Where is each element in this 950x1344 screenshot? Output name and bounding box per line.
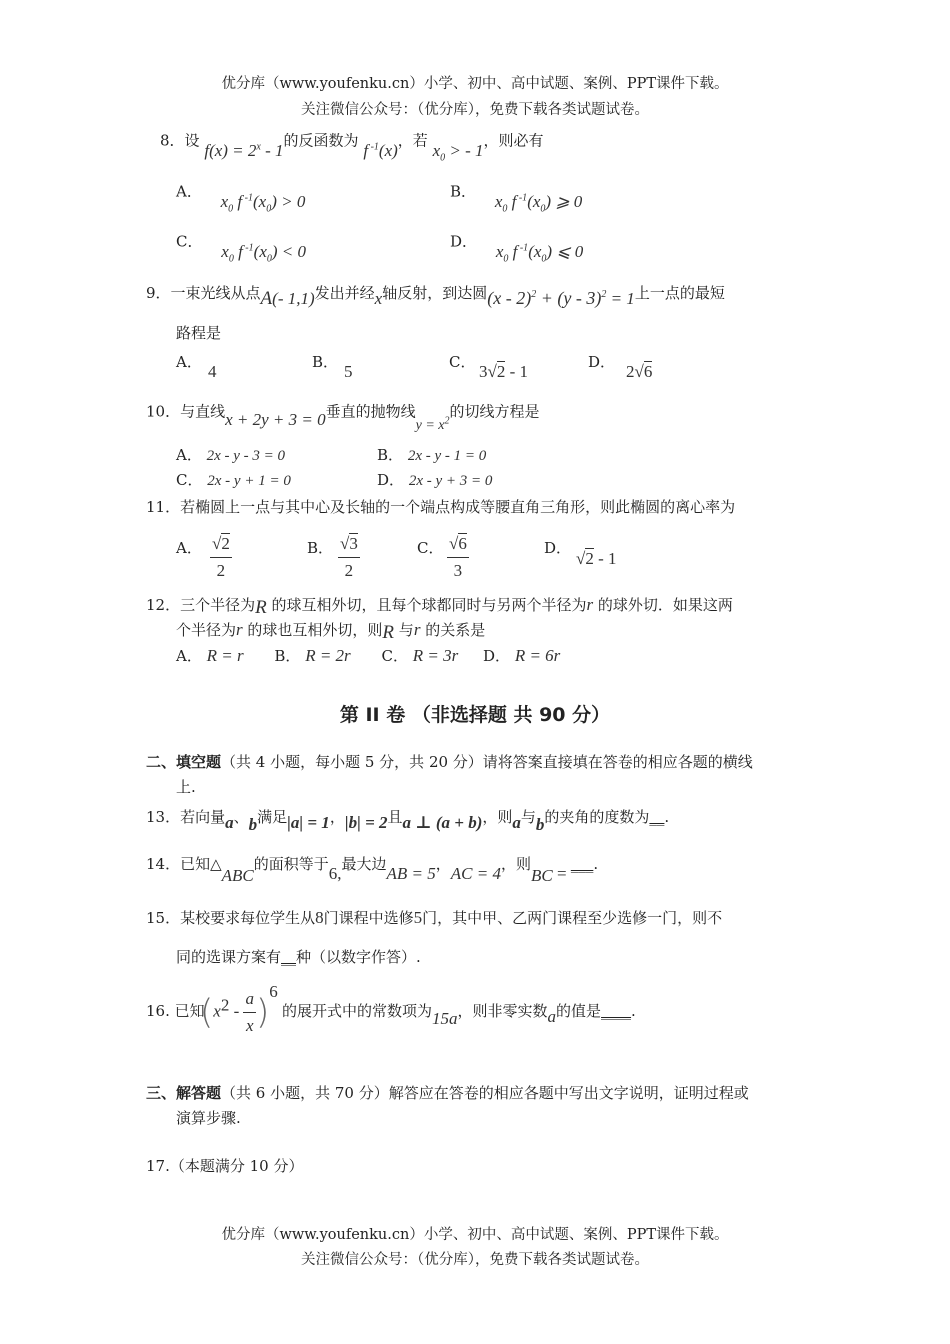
section-3-header: 三、解答题（共 6 小题，共 70 分）解答应在答卷的相应各题中写出文字说明，证明过程或 [146,1084,749,1102]
q12-option-b: B． R = 2r [274,646,351,665]
q10-option-d: D． 2x - y + 3 = 0 [377,471,493,489]
q9-option-c-value: 3√2 - 1 [479,362,529,381]
section-2-line2: 上. [176,778,196,796]
q9-option-d: D． [588,353,616,371]
q16-expression: ($x^2$ - $\frac{a}{x}$ )$^6$ [200,981,278,1035]
part-2-title: 第 II 卷 （非选择题 共 90 分） [339,704,611,726]
q13-blank: __ [649,808,665,826]
q12-option-d: D． R = 6r [483,646,561,665]
q10-parabola: $y = x^2$ [415,415,450,433]
q10-stem: 10．与直线x + 2y + 3 = 0垂直的抛物线$y = x^2$的切线方程是 [146,402,540,433]
q12-line1: 12．三个半径为R 的球互相外切，且每个球都同时与另两个半径为r 的球外切．如果这两 [146,595,733,618]
header-line-2: 关注微信公众号：（优分库），免费下载各类试题试卷。 [301,102,649,118]
q9-circle: (x - 2)$^2$ + (y - 3)$^2$ = 1 [487,288,635,308]
q8-option-b: B． $x_0$ f $^{-1}(x_0)$ ⩾ 0 [450,182,583,215]
q13-abs-a: |a| = 1 [287,813,330,832]
q16-tail: 的展开式中的常数项为15a，则非零实数a的值是____. [282,1002,636,1028]
q8-inverse: f $^{-1}$(x) [363,140,398,160]
q14-stem: 14．已知△ABC的面积等于6,最大边AB = 5，AC = 4，则BC = ___. [146,855,599,885]
q12-option-c: C． R = 3r [381,646,459,665]
q11-option-b: B． [307,539,334,557]
q11-option-d: D． [544,539,572,557]
q13-abs-b: |b| = 2 [344,813,388,832]
q13-perp: a ⊥ (a + b) [402,813,483,832]
q11-option-a: A． [176,539,202,557]
q8-option-d: D． $x_0$ f $^{-1}(x_0)$ ⩽ 0 [450,232,584,265]
footer-line-2: 关注微信公众号：（优分库），免费下载各类试题试卷。 [301,1252,649,1268]
q9-stem: 9．一束光线从点A(- 1,1)发出并经x轴反射，到达圆(x - 2)$^2$ + (y - 3)$^2$ = 1上一点的最短 [146,284,725,309]
q12-line2: 个半径为r 的球也互相外切，则R 与r 的关系是 [176,620,486,643]
header-line-1: 优分库（www.youfenku.cn）小学、初中、高中试题、案例、PPT课件下载。 [221,76,729,92]
q16-blank: ____ [601,1002,632,1020]
q8-option-c: C． $x_0$ f $^{-1}(x_0) < 0$ [176,232,306,265]
q14-blank: ___ [570,855,594,873]
q12-option-a: A． R = r [176,646,244,665]
q9-point: A(- 1,1) [260,288,315,309]
q16-stem: 16. 已知 [146,1002,205,1020]
q10-option-c: C． 2x - y + 1 = 0 [176,471,291,489]
q11-option-d-value: √2 - 1 [576,549,617,568]
q13-stem: 13．若向量a、b满足|a| = 1，|b| = 2且a ⊥ (a + b)，则a与b的夹角的度数为__. [146,808,670,834]
q8-stem: 8．设 $f(x) = 2^x - 1$的反函数为 f $^{-1}$(x)，若 $x_0$ > - 1，则必有 [160,131,544,164]
q9-option-b-value: 5 [344,362,353,381]
q15-line1: 15．某校要求每位学生从8门课程中选修5门，其中甲、乙两门课程至少选修一门，则不 [146,908,723,927]
q9-line2: 路程是 [176,324,222,342]
section-3-line2: 演算步骤. [176,1109,241,1127]
q9-axis: x [374,289,383,308]
q9-option-a: A． [176,353,202,371]
q11-option-b-value: $\frac{√3}{2}$ [338,531,360,584]
q8-number: 8．设 [160,131,200,150]
q9-option-c: C． [449,353,476,371]
q11-option-a-value: $\frac{√2}{2}$ [210,531,232,584]
q8-condition: $x_0$ > - 1 [432,140,484,164]
footer-line-1: 优分库（www.youfenku.cn）小学、初中、高中试题、案例、PPT课件下载。 [221,1227,729,1243]
q11-option-c-value: $\frac{√6}{3}$ [447,531,469,584]
q15-line2: 同的选课方案有__种（以数字作答）. [176,948,421,966]
q12-options [176,645,560,667]
q10-line: x + 2y + 3 = 0 [225,409,326,429]
q9-option-b: B． [312,353,339,371]
section-3-label: 三、解答题 [146,1084,222,1102]
q11-option-c: C． [417,539,444,557]
q10-option-b: B． 2x - y - 1 = 0 [377,446,487,464]
section-2-header: 二、填空题（共 4 小题，每小题 5 分，共 20 分）请将答案直接填在答卷的相应各题的横线 [146,753,753,771]
q8-option-a: A． $x_0$ f $^{-1}(x_0) > 0$ [176,182,306,215]
q17-heading: 17.（本题满分 10 分） [146,1157,304,1175]
q9-option-a-value: 4 [208,362,217,381]
section-2-label: 二、填空题 [146,753,222,771]
q11-stem: 11．若椭圆上一点与其中心及长轴的一个端点构成等腰直角三角形，则此椭圆的离心率为 [146,498,736,516]
q9-option-d-value: 2√6 [626,362,653,381]
q10-option-a: A． 2x - y - 3 = 0 [176,446,286,464]
q8-function: $f(x) = 2^x - 1$ [204,140,284,160]
q15-blank: __ [281,948,297,966]
